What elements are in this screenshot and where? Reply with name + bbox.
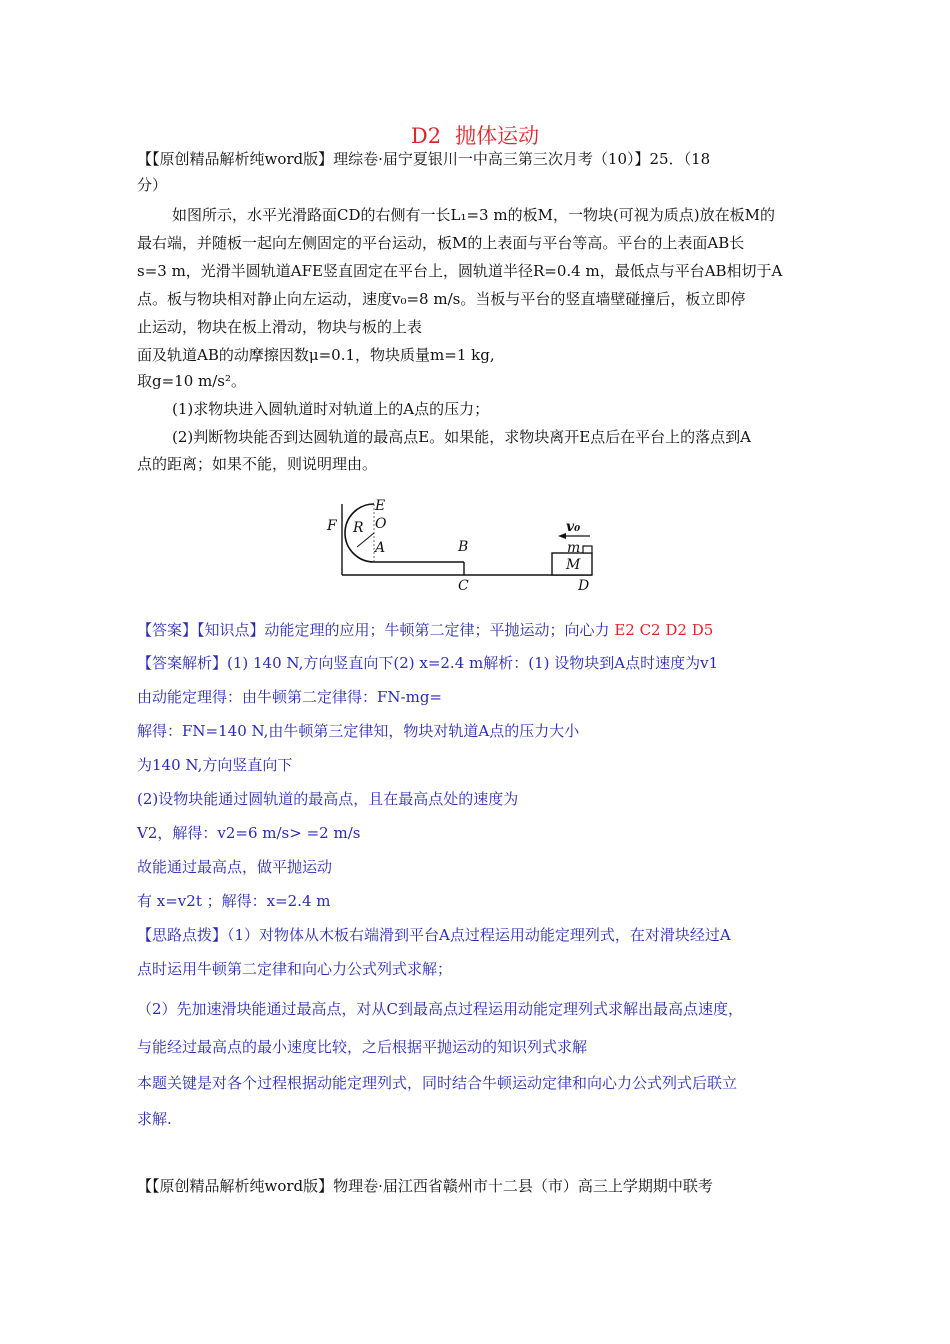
analysis-line: 【答案解析】(1) 140 N,方向竖直向下(2) x=2.4 m解析：(1) 设物块到A点时速度为v1 [137,654,719,672]
hint-line: 本题关键是对各个过程根据动能定理列式，同时结合牛顿运动定律和向心力公式列式后联立 [137,1074,738,1092]
label-R: R [353,520,364,536]
answer-line [137,619,713,641]
hint-line: 【思路点拨】（1）对物体从木板右端滑到平台A点过程运用动能定理列式，在对滑块经过A [137,926,731,944]
hint-line: 与能经过最高点的最小速度比较，之后根据平抛运动的知识列式求解 [137,1038,588,1056]
analysis-line: 为140 N,方向竖直向下 [137,756,293,774]
label-C: C [458,578,469,594]
label-A: A [375,540,386,556]
section-code: D2 [410,124,442,148]
problem-source-line: 分） [137,176,168,194]
problem-body-line: 点。板与物块相对静止向左运动，速度v₀=8 m/s。当板与平台的竖直墙壁碰撞后，板立即停 [137,290,746,308]
problem-body-line: 最右端，并随板一起向左侧固定的平台运动，板M的上表面与平台等高。平台的上表面AB长 [137,234,745,252]
question-1: (1)求物块进入圆轨道时对轨道上的A点的压力； [172,400,490,418]
label-v0: v₀ [566,519,581,535]
analysis-line: V2，解得：v2=6 m/s> =2 m/s [137,824,361,842]
problem-body-line: 止运动，物块在板上滑动，物块与板的上表 [137,318,423,336]
label-D: D [578,578,590,594]
problem-body-line: 取g=10 m/s²。 [137,372,247,390]
next-problem-source: 【【原创精品解析纯word版】物理卷·届江西省赣州市十二县（市）高三上学期期中联考 [137,1177,713,1195]
analysis-line: 解得：FN=140 N,由牛顿第三定律知，物块对轨道A点的压力大小 [137,722,580,740]
velocity-arrowhead [558,533,566,539]
hint-line: （2）先加速滑块能通过最高点，对从C到最高点过程运用动能定理列式求解出最高点速度， [137,1000,744,1018]
answer-tag: 【答案】【知识点】 [137,621,265,639]
track-diagram [320,490,600,600]
hint-line: 求解. [137,1110,172,1128]
label-m: m [567,540,581,556]
label-E: E [375,498,386,514]
block-m [583,546,592,553]
knowledge-codes: E2 C2 D2 D5 [614,621,714,639]
label-B: B [458,539,469,555]
analysis-line: 故能通过最高点，做平抛运动 [137,858,333,876]
problem-body-line: 如图所示，水平光滑路面CD的右侧有一长L₁=3 m的板M，一物块(可视为质点)放在板M的 [172,206,776,224]
analysis-line: (2)设物块能通过圆轨道的最高点，且在最高点处的速度为 [137,790,519,808]
analysis-line: 有 x=v2t ；解得：x=2.4 m [137,892,331,910]
label-M: M [566,557,581,573]
problem-source-line: 【【原创精品解析纯word版】理综卷·届宁夏银川一中高三第三次月考（10）】25．（18 [137,150,711,168]
section-title [0,120,950,150]
hint-line: 点时运用牛顿第二定律和向心力公式列式求解； [137,960,453,978]
section-name: 抛体运动 [455,124,540,148]
label-O: O [375,516,387,532]
question-2-cont: 点的距离；如果不能，则说明理由。 [137,455,378,473]
label-F: F [327,518,337,534]
problem-body-line: s=3 m，光滑半圆轨道AFE竖直固定在平台上，圆轨道半径R=0.4 m，最低点与平台AB相切于A [137,262,783,280]
question-2: (2)判断物块能否到达圆轨道的最高点E。如果能，求物块离开E点后在平台上的落点到A [172,428,751,446]
problem-body-line: 面及轨道AB的动摩擦因数μ=0.1，物块质量m=1 kg, [137,346,495,364]
knowledge-points: 动能定理的应用；牛顿第二定律；平抛运动；向心力 [264,621,610,639]
analysis-line: 由动能定理得：由牛顿第二定律得：FN-mg= [137,688,442,706]
